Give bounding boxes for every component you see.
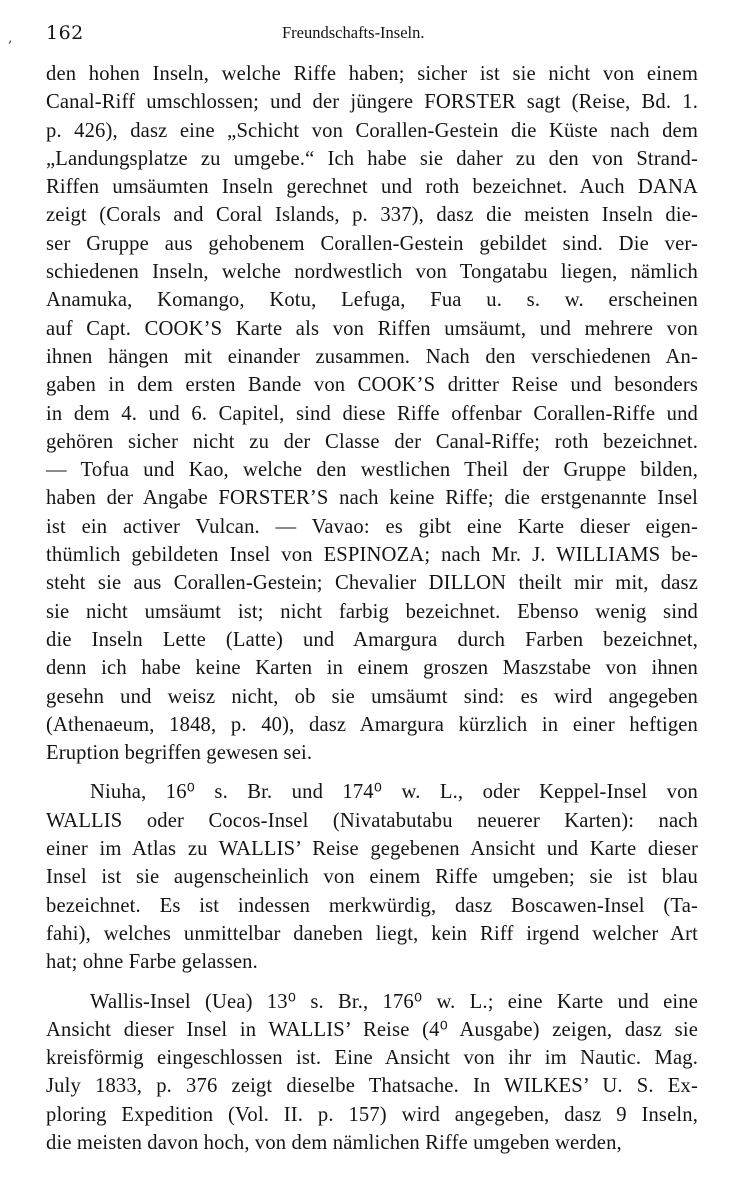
text-line: p. 426), dasz eine „Schicht von Corallen-Gestein die Küste nach dem: [46, 119, 698, 142]
paragraph-gap: [46, 977, 698, 988]
body-text: [46, 60, 698, 1157]
paragraph: [46, 778, 698, 976]
text-line: Canal-Riff umschlossen; und der jüngere FORSTER sagt (Reise, Bd. 1.: [46, 91, 698, 114]
text-line: ist ein activer Vulcan. — Vavao: es gibt eine Karte dieser eigen-: [46, 515, 698, 538]
text-line: WALLIS oder Cocos-Insel (Nivatabutabu neuerer Karten): nach: [46, 809, 698, 832]
text-line: in dem 4. und 6. Capitel, sind diese Riffe offenbar Corallen-Riffe und: [46, 402, 698, 425]
page-header: [46, 22, 696, 50]
text-line: bezeichnet. Es ist indessen merkwürdig, dasz Boscawen-Insel (Ta-: [46, 894, 698, 917]
text-line: sie nicht umsäumt ist; nicht farbig bezeichnet. Ebenso wenig sind: [46, 600, 698, 623]
text-line: hat; ohne Farbe gelassen.: [46, 951, 258, 974]
paragraph-gap: [46, 767, 698, 778]
text-line: zeigt (Corals and Coral Islands, p. 337), dasz die meisten Inseln die-: [46, 204, 698, 227]
text-line: schiedenen Inseln, welche nordwestlich von Tongatabu liegen, nämlich: [46, 261, 698, 284]
paragraph: [46, 988, 698, 1158]
text-line: gehören sicher nicht zu der Classe der Canal-Riffe; roth bezeichnet.: [46, 430, 698, 453]
text-line: die Inseln Lette (Latte) und Amargura durch Farben bezeichnet,: [46, 628, 698, 651]
text-line: fahi), welches unmittelbar daneben liegt, kein Riff irgend welcher Art: [46, 922, 698, 945]
running-head: Freundschafts-Inseln.: [282, 23, 425, 42]
text-line: Insel ist sie augenscheinlich von einem Riffe umgeben; sie ist blau: [46, 866, 698, 889]
paragraph: [46, 60, 698, 767]
text-line: — Tofua und Kao, welche den westlichen Theil der Gruppe bilden,: [46, 459, 698, 482]
text-line: kreisförmig eingeschlossen ist. Eine Ansicht von ihr im Nautic. Mag.: [46, 1047, 698, 1070]
text-line: thümlich gebildeten Insel von ESPINOZA; nach Mr. J. WILLIAMS be-: [46, 544, 698, 567]
margin-mark: ,: [8, 30, 13, 46]
text-line: Eruption begriffen gewesen sei.: [46, 742, 313, 765]
text-line: Ansicht dieser Insel in WALLIS’ Reise (4⁰ Ausgabe) zeigen, dasz sie: [46, 1018, 698, 1041]
text-line: steht sie aus Corallen-Gestein; Chevalier DILLON theilt mir mit, dasz: [46, 572, 698, 595]
text-line: den hohen Inseln, welche Riffe haben; sicher ist sie nicht von einem: [46, 63, 698, 85]
text-line: Niuha, 16⁰ s. Br. und 174⁰ w. L., oder Keppel-Insel von: [90, 781, 698, 804]
text-line: gesehn und weisz nicht, ob sie umsäumt sind: es wird angegeben: [46, 685, 698, 708]
text-line: „Landungsplatze zu umgebe.“ Ich habe sie daher zu den von Strand-: [46, 147, 698, 170]
text-line: Anamuka, Komango, Kotu, Lefuga, Fua u. s. w. erscheinen: [46, 289, 698, 312]
text-line: Wallis-Insel (Uea) 13⁰ s. Br., 176⁰ w. L.; eine Karte und eine: [90, 990, 698, 1013]
text-line: einer im Atlas zu WALLIS’ Reise gegebenen Ansicht und Karte dieser: [46, 838, 698, 861]
text-line: auf Capt. COOK’S Karte als von Riffen umsäumt, und mehrere von: [46, 317, 698, 340]
text-line: haben der Angabe FORSTER’S nach keine Riffe; die erstgenannte Insel: [46, 487, 698, 510]
text-line: Riffen umsäumten Inseln gerechnet und roth bezeichnet. Auch DANA: [46, 176, 698, 199]
text-line: gaben in dem ersten Bande von COOK’S dritter Reise und besonders: [46, 374, 698, 397]
text-line: ihnen hängen mit einander zusammen. Nach den verschiedenen An-: [46, 345, 698, 368]
text-line: denn ich habe keine Karten in einem groszen Maszstabe von ihnen: [46, 657, 698, 680]
text-line: July 1833, p. 376 zeigt dieselbe Thatsache. In WILKES’ U. S. Ex-: [46, 1075, 698, 1098]
text-line: ser Gruppe aus gehobenem Corallen-Gestein gebildet sind. Die ver-: [46, 232, 698, 255]
text-line: (Athenaeum, 1848, p. 40), dasz Amargura kürzlich in einer heftigen: [46, 713, 698, 736]
page-number: 162: [46, 22, 84, 44]
text-line: ploring Expedition (Vol. II. p. 157) wird angegeben, dasz 9 Inseln,: [46, 1103, 698, 1126]
text-line: die meisten davon hoch, von dem nämlichen Riffe umgeben werden,: [46, 1131, 622, 1154]
